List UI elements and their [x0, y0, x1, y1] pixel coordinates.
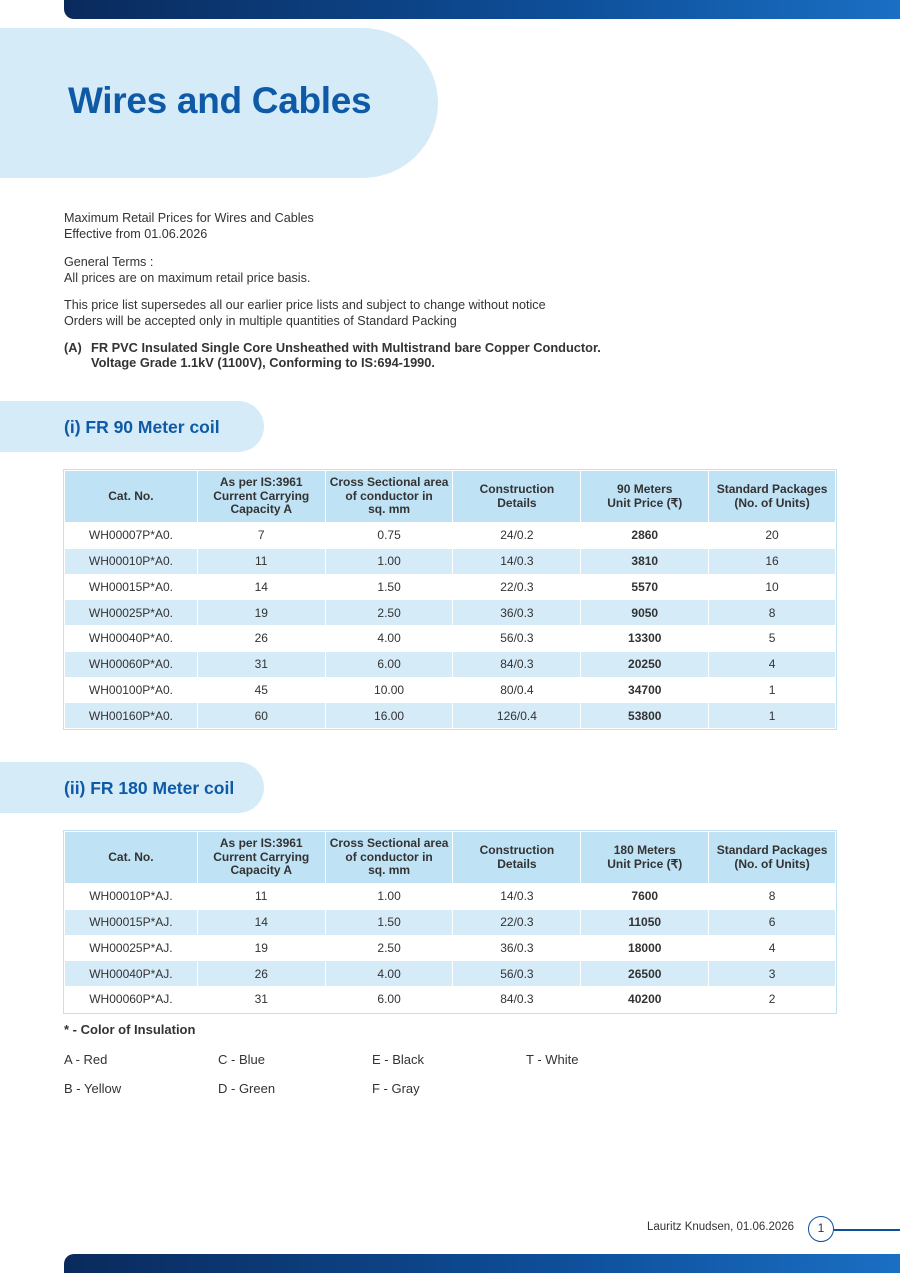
table2-title: (ii) FR 180 Meter coil	[64, 778, 235, 798]
cell-area: 1.50	[325, 909, 453, 935]
table-row	[65, 909, 836, 935]
cell-cat: WH00040P*A0.	[65, 626, 198, 652]
cell-area: 1.50	[325, 574, 453, 600]
cell-area: 0.75	[325, 523, 453, 549]
cell-cat: WH00160P*A0.	[65, 703, 198, 729]
cell-area: 4.00	[325, 626, 453, 652]
cell-area: 10.00	[325, 677, 453, 703]
cell-price: 2860	[581, 523, 709, 549]
cell-cons: 126/0.4	[453, 703, 581, 729]
cell-cons: 36/0.3	[453, 935, 581, 961]
header-capacity: As per IS:3961 Current Carrying Capacity A	[197, 832, 325, 884]
table-header-row	[65, 471, 836, 523]
header-standard-packages: Standard Packages (No. of Units)	[709, 471, 836, 523]
intro-line: Maximum Retail Prices for Wires and Cables	[64, 211, 314, 225]
cell-area: 6.00	[325, 651, 453, 677]
cell-cons: 22/0.3	[453, 574, 581, 600]
cell-pack: 16	[709, 548, 836, 574]
legend-item: T - White	[526, 1052, 579, 1067]
legend-item: A - Red	[64, 1052, 108, 1067]
page-number-line	[834, 1229, 900, 1231]
cell-cons: 84/0.3	[453, 651, 581, 677]
intro-line: General Terms :	[64, 255, 154, 269]
cell-pack: 8	[709, 884, 836, 910]
table-row	[65, 651, 836, 677]
cell-cap: 31	[197, 987, 325, 1013]
cell-cap: 19	[197, 600, 325, 626]
cell-price: 9050	[581, 600, 709, 626]
table-row	[65, 600, 836, 626]
cell-cap: 14	[197, 574, 325, 600]
header-construction: Construction Details	[453, 471, 581, 523]
table-row	[65, 574, 836, 600]
table-row	[65, 935, 836, 961]
cell-price: 3810	[581, 548, 709, 574]
table-row	[65, 987, 836, 1013]
bottom-decorative-bar	[64, 1254, 900, 1273]
table-header-row	[65, 832, 836, 884]
cell-price: 11050	[581, 909, 709, 935]
cell-area: 1.00	[325, 548, 453, 574]
cell-cat: WH00060P*AJ.	[65, 987, 198, 1013]
table-row	[65, 884, 836, 910]
header-area: Cross Sectional area of conductor in sq. mm	[325, 832, 453, 884]
cell-cons: 36/0.3	[453, 600, 581, 626]
cell-price: 7600	[581, 884, 709, 910]
cell-price: 34700	[581, 677, 709, 703]
intro-line: This price list supersedes all our earlier price lists and subject to change without notice	[64, 298, 546, 312]
cell-area: 2.50	[325, 935, 453, 961]
cell-cap: 26	[197, 961, 325, 987]
cell-cap: 7	[197, 523, 325, 549]
header-unit-price: 180 Meters Unit Price (₹)	[581, 832, 709, 884]
section-letter: (A)	[64, 340, 82, 355]
section-a-heading	[64, 340, 601, 370]
cell-price: 53800	[581, 703, 709, 729]
cell-pack: 5	[709, 626, 836, 652]
cell-cat: WH00025P*A0.	[65, 600, 198, 626]
header-unit-price: 90 Meters Unit Price (₹)	[581, 471, 709, 523]
cell-cap: 19	[197, 935, 325, 961]
cell-area: 2.50	[325, 600, 453, 626]
cell-price: 18000	[581, 935, 709, 961]
cell-area: 6.00	[325, 987, 453, 1013]
intro-block-conditions	[64, 297, 546, 329]
cell-cap: 26	[197, 626, 325, 652]
price-table-90m	[64, 470, 836, 729]
cell-pack: 4	[709, 651, 836, 677]
cell-pack: 8	[709, 600, 836, 626]
cell-cons: 56/0.3	[453, 626, 581, 652]
table-row	[65, 677, 836, 703]
section-line: Voltage Grade 1.1kV (1100V), Conforming to IS:694-1990.	[91, 355, 435, 370]
cell-pack: 1	[709, 703, 836, 729]
intro-line: Effective from 01.06.2026	[64, 227, 208, 241]
cell-pack: 6	[709, 909, 836, 935]
cell-cons: 84/0.3	[453, 987, 581, 1013]
header-construction: Construction Details	[453, 832, 581, 884]
cell-price: 13300	[581, 626, 709, 652]
table-row	[65, 523, 836, 549]
legend-item: D - Green	[218, 1081, 276, 1096]
cell-price: 26500	[581, 961, 709, 987]
legend-item: F - Gray	[372, 1081, 420, 1096]
header-standard-packages: Standard Packages (No. of Units)	[709, 832, 836, 884]
page-number: 1	[808, 1216, 834, 1242]
cell-cap: 45	[197, 677, 325, 703]
cell-cat: WH00025P*AJ.	[65, 935, 198, 961]
header-cat-no: Cat. No.	[65, 471, 198, 523]
header-area: Cross Sectional area of conductor in sq. mm	[325, 471, 453, 523]
cell-area: 4.00	[325, 961, 453, 987]
price-table-180m	[64, 831, 836, 1013]
cell-cons: 14/0.3	[453, 548, 581, 574]
intro-block-price-info	[64, 210, 314, 242]
cell-cat: WH00040P*AJ.	[65, 961, 198, 987]
cell-cons: 22/0.3	[453, 909, 581, 935]
legend-item: B - Yellow	[64, 1081, 122, 1096]
cell-pack: 4	[709, 935, 836, 961]
cell-cap: 14	[197, 909, 325, 935]
table-row	[65, 548, 836, 574]
cell-cap: 11	[197, 884, 325, 910]
cell-area: 16.00	[325, 703, 453, 729]
cell-cat: WH00010P*AJ.	[65, 884, 198, 910]
cell-cat: WH00060P*A0.	[65, 651, 198, 677]
cell-cons: 14/0.3	[453, 884, 581, 910]
legend-item: E - Black	[372, 1052, 425, 1067]
cell-pack: 20	[709, 523, 836, 549]
cell-price: 5570	[581, 574, 709, 600]
cell-pack: 2	[709, 987, 836, 1013]
cell-pack: 10	[709, 574, 836, 600]
section-line: FR PVC Insulated Single Core Unsheathed with Multistrand bare Copper Conductor.	[91, 340, 601, 355]
legend-title: * - Color of Insulation	[64, 1022, 196, 1037]
cell-area: 1.00	[325, 884, 453, 910]
cell-cons: 80/0.4	[453, 677, 581, 703]
footer-author-date: Lauritz Knudsen, 01.06.2026	[647, 1221, 795, 1233]
table-row	[65, 703, 836, 729]
table-row	[65, 961, 836, 987]
cell-cat: WH00100P*A0.	[65, 677, 198, 703]
cell-cat: WH00010P*A0.	[65, 548, 198, 574]
table-row	[65, 626, 836, 652]
intro-block-general-terms	[64, 254, 310, 286]
cell-cons: 56/0.3	[453, 961, 581, 987]
cell-cons: 24/0.2	[453, 523, 581, 549]
cell-price: 40200	[581, 987, 709, 1013]
cell-price: 20250	[581, 651, 709, 677]
table1-title: (i) FR 90 Meter coil	[64, 417, 220, 437]
legend-item: C - Blue	[218, 1052, 265, 1067]
cell-cat: WH00007P*A0.	[65, 523, 198, 549]
top-decorative-bar	[64, 0, 900, 19]
intro-line: Orders will be accepted only in multiple quantities of Standard Packing	[64, 314, 457, 328]
cell-cap: 31	[197, 651, 325, 677]
cell-cat: WH00015P*A0.	[65, 574, 198, 600]
cell-pack: 1	[709, 677, 836, 703]
page-title: Wires and Cables	[68, 80, 372, 121]
header-cat-no: Cat. No.	[65, 832, 198, 884]
cell-pack: 3	[709, 961, 836, 987]
cell-cap: 11	[197, 548, 325, 574]
header-capacity: As per IS:3961 Current Carrying Capacity A	[197, 471, 325, 523]
cell-cap: 60	[197, 703, 325, 729]
cell-cat: WH00015P*AJ.	[65, 909, 198, 935]
intro-line: All prices are on maximum retail price basis.	[64, 271, 311, 285]
